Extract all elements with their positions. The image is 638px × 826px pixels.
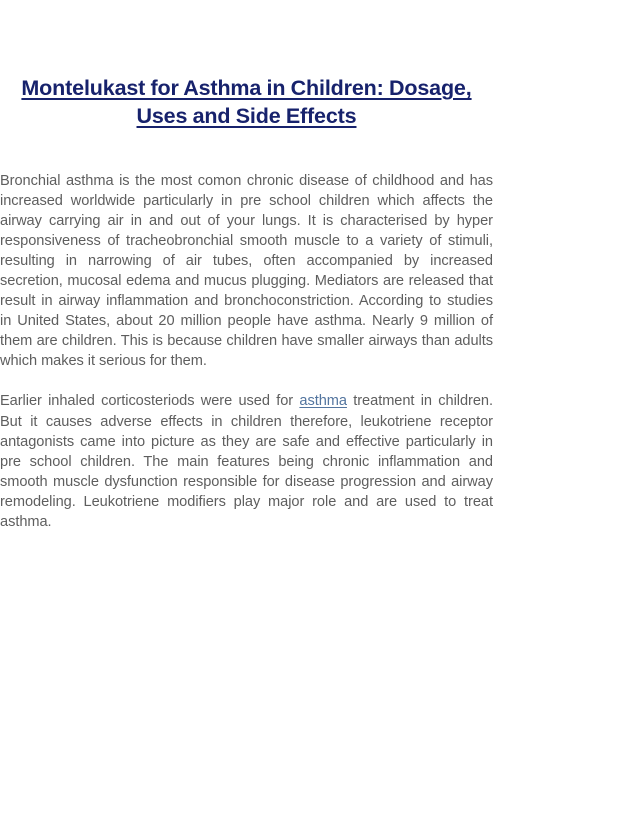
page-title-line-1: Montelukast for Asthma in Children: Dosage, bbox=[21, 76, 472, 100]
page-title bbox=[0, 74, 493, 130]
body-paragraph-1: Bronchial asthma is the most comon chronic disease of childhood and has increased worldwide particularly in pre school children which affects the airway carrying air in and out of your lungs. It is characterised by hyper responsiveness of tracheobronchial smooth muscle to a variety of stimuli, resulting in narrowing of air tubes, often accompanied by increased secretion, mucosal edema and mucus plugging. Mediators are released that result in airway inflammation and bronchoconstriction. According to studies in United States, about 20 million people have asthma. Nearly 9 million of them are children. This is because children have smaller airways than adults which makes it serious for them. bbox=[0, 173, 493, 370]
page-title-line-2-wrapper bbox=[0, 102, 493, 130]
body-paragraph-2 bbox=[0, 391, 493, 531]
page-title-line-2: Uses and Side Effects bbox=[136, 104, 357, 128]
asthma-link[interactable]: asthma bbox=[299, 393, 347, 410]
paragraph-2-text-after-link: treatment in children. But it causes adverse effects in children therefore, leukotriene receptor antagonists came into picture as they are safe and effective particularly in pre school children. The main features being chronic inflammation and smooth muscle dysfunction responsible for disease progression and airway remodeling. Leukotriene modifiers play major role and are used to treat asthma. bbox=[0, 393, 493, 530]
paragraph-2-text-before-link: Earlier inhaled corticosteriods were used for bbox=[0, 393, 300, 410]
document-body bbox=[0, 171, 493, 532]
